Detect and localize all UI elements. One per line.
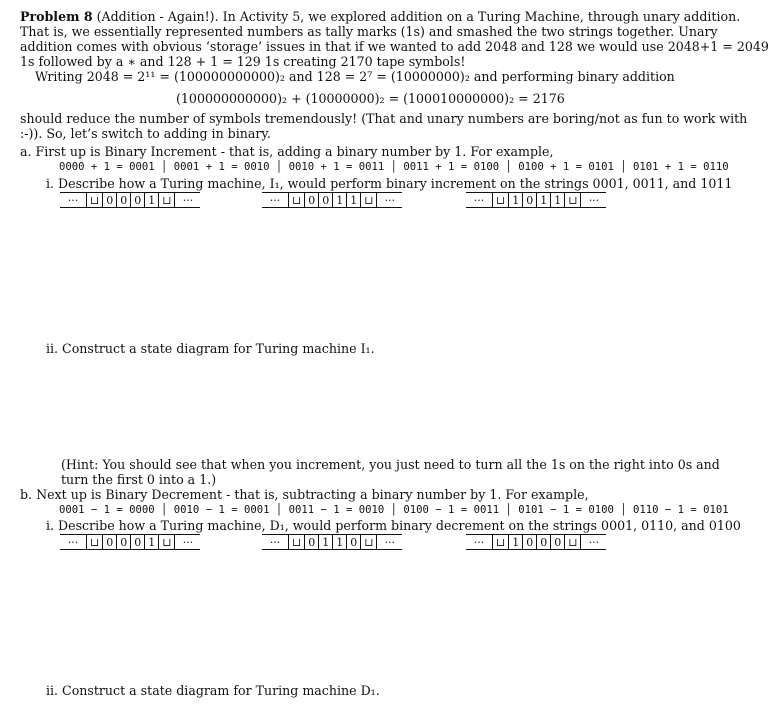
part-a-question-2: ii. Construct a state diagram for Turing machine I₁. bbox=[46, 341, 375, 356]
tape-cell: 0 bbox=[318, 193, 332, 207]
tape-cell: ⊔ bbox=[158, 535, 174, 549]
tape-cell: 0 bbox=[536, 535, 550, 549]
tape-cell: ⊔ bbox=[360, 535, 376, 549]
part-b-tape-2 bbox=[262, 534, 402, 550]
tape-cell: ⊔ bbox=[86, 193, 102, 207]
tape-cell: 1 bbox=[332, 193, 346, 207]
tape-cell: 0 bbox=[130, 193, 144, 207]
tape-cell: 1 bbox=[144, 535, 158, 549]
tape-cell: ··· bbox=[174, 193, 200, 207]
problem-intro-line-5: Writing 2048 = 2¹¹ = (100000000000)₂ and 128 = 2⁷ = (10000000)₂ and performing binary addition bbox=[35, 69, 675, 84]
problem-intro-line-3: addition comes with obvious ‘storage’ issues in that if we wanted to add 2048 and 128 we would use 2048+1 = 2049 bbox=[20, 39, 769, 54]
part-a-tape-2 bbox=[262, 192, 402, 208]
tape-cell: ··· bbox=[67, 535, 79, 549]
problem-equation: (100000000000)₂ + (10000000)₂ = (100010000000)₂ = 2176 bbox=[176, 91, 565, 106]
tape-cell: ··· bbox=[376, 535, 402, 549]
tape-cell: 0 bbox=[116, 193, 130, 207]
tape-cell: ··· bbox=[473, 535, 485, 549]
tape-cell: 1 bbox=[346, 193, 360, 207]
tape-cell: 0 bbox=[116, 535, 130, 549]
tape-cell: ⊔ bbox=[492, 193, 508, 207]
part-a-question-1: i. Describe how a Turing machine, I₁, would perform binary increment on the strings 0001, 0011, and 1011 bbox=[46, 176, 733, 191]
tape-cell: 1 bbox=[536, 193, 550, 207]
tape-cell: ··· bbox=[174, 535, 200, 549]
tape-cell: 0 bbox=[130, 535, 144, 549]
tape-cell: ··· bbox=[376, 193, 402, 207]
tape-cell: 0 bbox=[522, 193, 536, 207]
part-b-tape-1 bbox=[60, 534, 200, 550]
part-a-examples: 0000 + 1 = 0001 │ 0001 + 1 = 0010 │ 0010 + 1 = 0011 │ 0011 + 1 = 0100 │ 0100 + 1 = 0101 │ 0101 + 1 = 0110 bbox=[59, 161, 729, 173]
part-a-heading: a. First up is Binary Increment - that is, adding a binary number by 1. For example, bbox=[20, 144, 554, 159]
tape-cell: 0 bbox=[522, 535, 536, 549]
tape-cell: 0 bbox=[102, 193, 116, 207]
part-b-question-2: ii. Construct a state diagram for Turing machine D₁. bbox=[46, 683, 380, 698]
tape-cell: 1 bbox=[508, 535, 522, 549]
tape-cell: ··· bbox=[269, 535, 281, 549]
problem-intro-line-2: That is, we essentially represented numbers as tally marks (1s) and smashed the two strings together. Unary bbox=[20, 24, 718, 39]
part-a-hint-line-1: (Hint: You should see that when you increment, you just need to turn all the 1s on the right into 0s and bbox=[61, 457, 720, 472]
tape-cell: ⊔ bbox=[492, 535, 508, 549]
problem-intro-line-1 bbox=[20, 9, 740, 24]
problem-label: Problem 8 bbox=[20, 9, 93, 24]
tape-cell: 1 bbox=[318, 535, 332, 549]
part-b-tape-3 bbox=[466, 534, 606, 550]
tape-cell: ⊔ bbox=[288, 193, 304, 207]
tape-cell: 0 bbox=[304, 535, 318, 549]
part-a-hint-line-2: turn the first 0 into a 1.) bbox=[61, 472, 217, 487]
tape-cell: 0 bbox=[346, 535, 360, 549]
part-b-heading: b. Next up is Binary Decrement - that is, subtracting a binary number by 1. For example, bbox=[20, 487, 589, 502]
tape-cell: 1 bbox=[332, 535, 346, 549]
problem-title: (Addition - Again!). bbox=[96, 9, 219, 24]
part-a-tape-1 bbox=[60, 192, 200, 208]
tape-cell: 1 bbox=[144, 193, 158, 207]
tape-cell: 0 bbox=[550, 535, 564, 549]
tape-cell: 0 bbox=[102, 535, 116, 549]
part-b-examples: 0001 − 1 = 0000 │ 0010 − 1 = 0001 │ 0011 − 1 = 0010 │ 0100 − 1 = 0011 │ 0101 − 1 = 0100 │ 0110 − 1 = 0101 bbox=[59, 504, 729, 516]
problem-intro-line-6: should reduce the number of symbols tremendously! (That and unary numbers are boring/not as fun to work with bbox=[20, 111, 748, 126]
part-b-question-1: i. Describe how a Turing machine, D₁, would perform binary decrement on the strings 0001, 0110, and 0100 bbox=[46, 518, 741, 533]
problem-intro-line-4: 1s followed by a ∗ and 128 + 1 = 129 1s creating 2170 tape symbols! bbox=[20, 54, 466, 69]
tape-cell: ··· bbox=[580, 193, 606, 207]
tape-cell: ··· bbox=[473, 193, 485, 207]
tape-cell: ⊔ bbox=[86, 535, 102, 549]
part-a-tape-3 bbox=[466, 192, 606, 208]
problem-intro-1: In Activity 5, we explored addition on a Turing Machine, through unary addition. bbox=[222, 9, 741, 24]
tape-cell: ··· bbox=[580, 535, 606, 549]
tape-cell: ··· bbox=[67, 193, 79, 207]
tape-cell: 1 bbox=[508, 193, 522, 207]
tape-cell: ⊔ bbox=[564, 193, 580, 207]
problem-intro-line-7: :-)). So, let’s switch to adding in binary. bbox=[20, 126, 271, 141]
tape-cell: ⊔ bbox=[288, 535, 304, 549]
tape-cell: ⊔ bbox=[564, 535, 580, 549]
tape-cell: ⊔ bbox=[158, 193, 174, 207]
tape-cell: 0 bbox=[304, 193, 318, 207]
tape-cell: 1 bbox=[550, 193, 564, 207]
tape-cell: ⊔ bbox=[360, 193, 376, 207]
tape-cell: ··· bbox=[269, 193, 281, 207]
